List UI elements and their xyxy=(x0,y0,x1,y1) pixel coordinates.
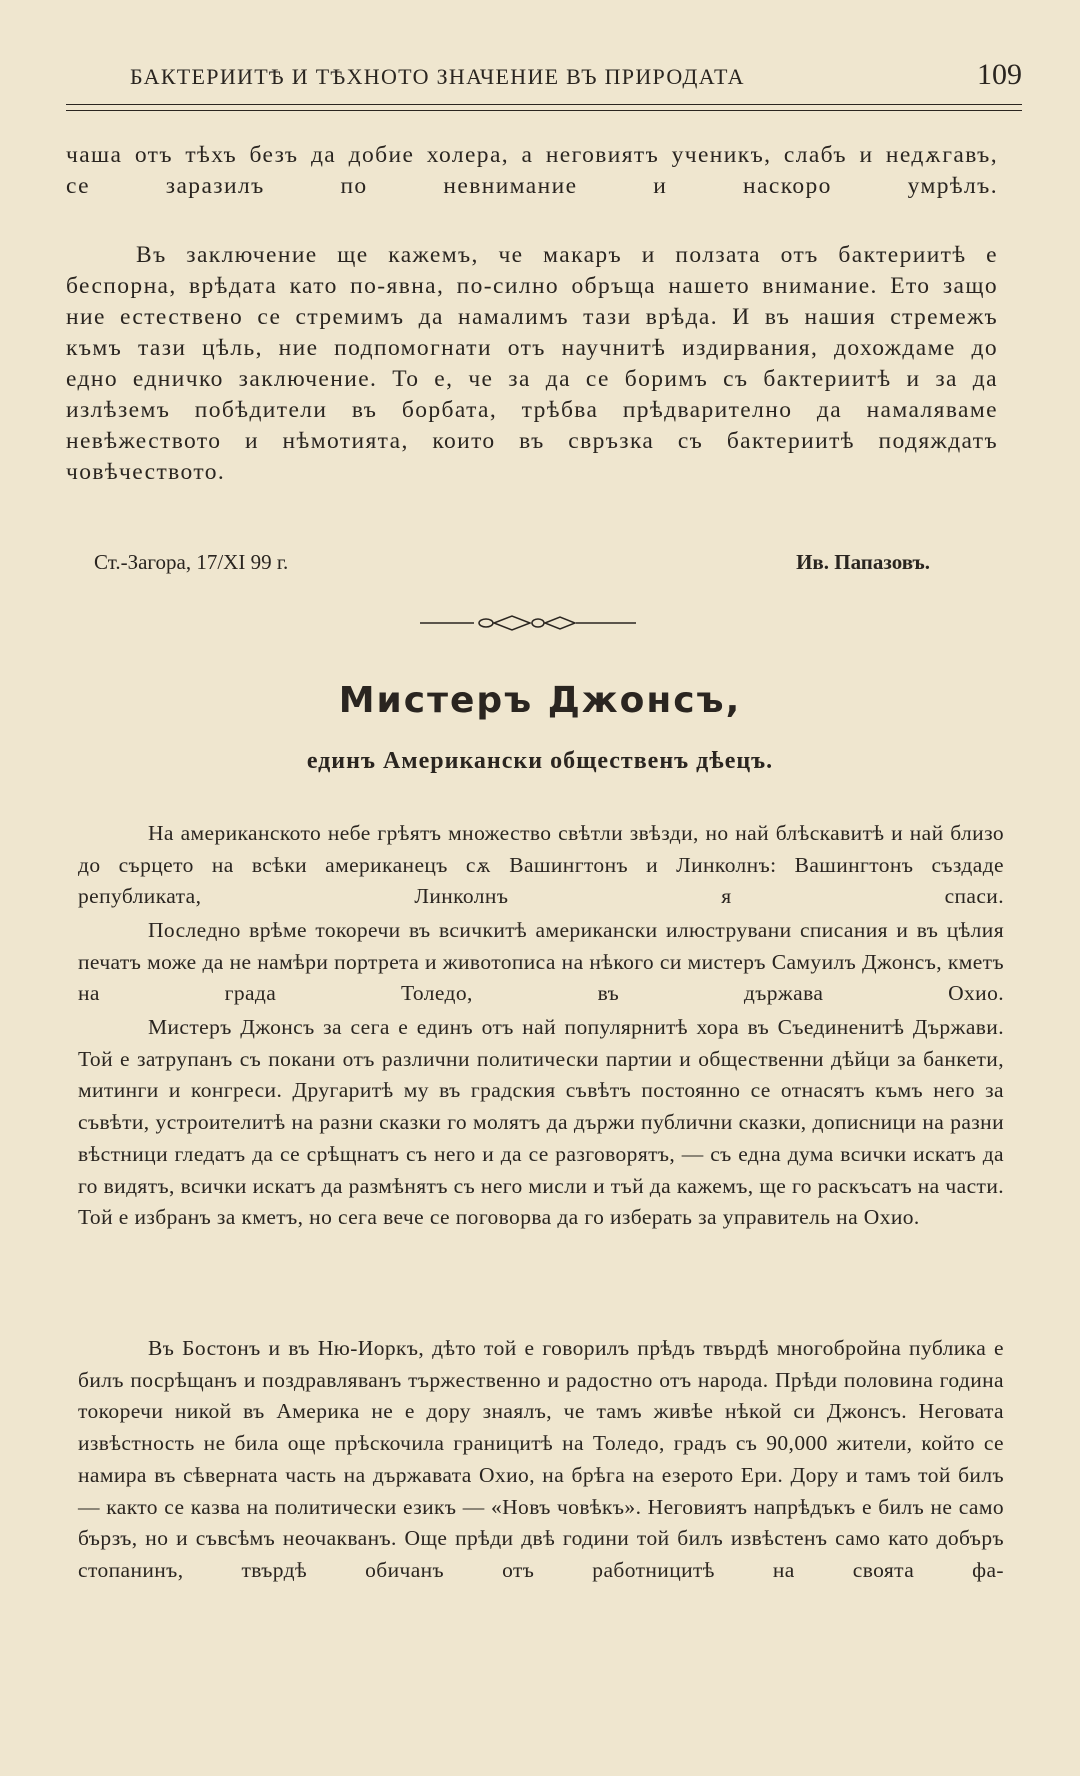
page-header xyxy=(66,58,1022,92)
section-ornament-divider xyxy=(420,612,636,634)
header-rule-bottom xyxy=(66,110,1022,111)
running-title: БАКТЕРИИТѢ И ТѢХНОТО ЗНАЧЕНИЕ ВЪ ПРИРОДАТА xyxy=(130,64,745,89)
article-paragraph-1: На американското небе грѣятъ множество свѣтли звѣзди, но най блѣскавитѣ и най близо до сърцето на всѣки американецъ сѫ Вашингтонъ и Линколнъ: Вашингтонъ създаде републиката, Линколнъ я спаси. xyxy=(78,821,1004,909)
signature-line xyxy=(94,550,930,575)
page-number: 109 xyxy=(977,58,1022,91)
place-date: Ст.-Загора, 17/XI 99 г. xyxy=(94,550,289,574)
article-paragraph-2: Последно врѣме токоречи въ всичкитѣ американски илюструвани списания и въ цѣлия печатъ може да не намѣри портрета и животописа на нѣкого си мистеръ Самуилъ Джонсъ, кметъ на града Толедо, въ държава Охио. xyxy=(78,918,1004,1006)
article-subtitle: единъ Американски общественъ дѣецъ. xyxy=(306,748,774,774)
article-paragraph-4: Въ Бостонъ и въ Ню-Иоркъ, дѣто той е говорилъ прѣдъ твърдѣ многобройна публика е билъ посрѣщанъ и поздравляванъ тържественно и радостно отъ народа. Прѣди половина година токоречи никой въ Америка не е дору знаялъ, че тамъ живѣе нѣкой си Джонсъ. Неговата извѣстность не била още прѣскочила границитѣ на Толедо, градъ съ 90,000 жители, който се намира въ сѣверната часть на държавата Охио, на брѣга на езерото Ери. Дору и тамъ той билъ — както се казва на политически езикъ — «Новъ човѣкъ». Неговиятъ напрѣдъкъ е билъ не само бързъ, но и съвсѣмъ неочакванъ. Още прѣди двѣ години той билъ извѣстенъ само като добъръ стопанинъ, твърдѣ обичанъ отъ работницитѣ на своята фа- xyxy=(78,1336,1004,1582)
author-name: Ив. Папазовъ. xyxy=(796,550,930,574)
prev-article-paragraph-1: чаша отъ тѣхъ безъ да добие холера, а неговиятъ ученикъ, слабъ и недѫгавъ, се заразилъ по невнимание и наскоро умрѣлъ. xyxy=(66,142,998,199)
article-title: Мистеръ Джонсъ, xyxy=(338,680,742,721)
article-paragraph-3: Мистеръ Джонсъ за сега е единъ отъ най популярнитѣ хора въ Съединенитѣ Държави. Той е затрупанъ съ покани отъ различни политически партии и общественни дѣйци за банкети, митинги и конгреси. Другаритѣ му въ градския съвѣтъ постоянно се отнасятъ къмъ него за съвѣти, устроителитѣ на разни сказки го молятъ да държи публични сказки, дописници на разни вѣстници гледатъ да се срѣщнатъ съ него и да се разговорятъ, — съ една дума всички искатъ да го видятъ, всички искатъ да размѣнятъ съ него мисли и тъй да кажемъ, ще го раскъсатъ на части. Той е избранъ за кметъ, но сега вече се поговорва да го изберать за управитель на Охио. xyxy=(78,1015,1004,1230)
header-rule-top xyxy=(66,104,1022,105)
prev-article-paragraph-2: Въ заключение ще кажемъ, че макаръ и ползата отъ бактериитѣ е беспорна, врѣдата като по-явна, по-силно обръща нашето внимание. Ето защо ние естествено се стремимъ да намалимъ тази врѣда. И въ нашия стремежъ къмъ тази цѣль, ние подпомогнати отъ научнитѣ издирвания, дохождаме до едно едничко заключение. То е, че за да се боримъ съ бактериитѣ и за да излѣземъ побѣдители въ борбата, трѣбва прѣдварително да намаляваме невѣжеството и нѣмотията, които въ свръзка съ бактериитѣ подяждатъ човѣчеството. xyxy=(66,242,998,485)
